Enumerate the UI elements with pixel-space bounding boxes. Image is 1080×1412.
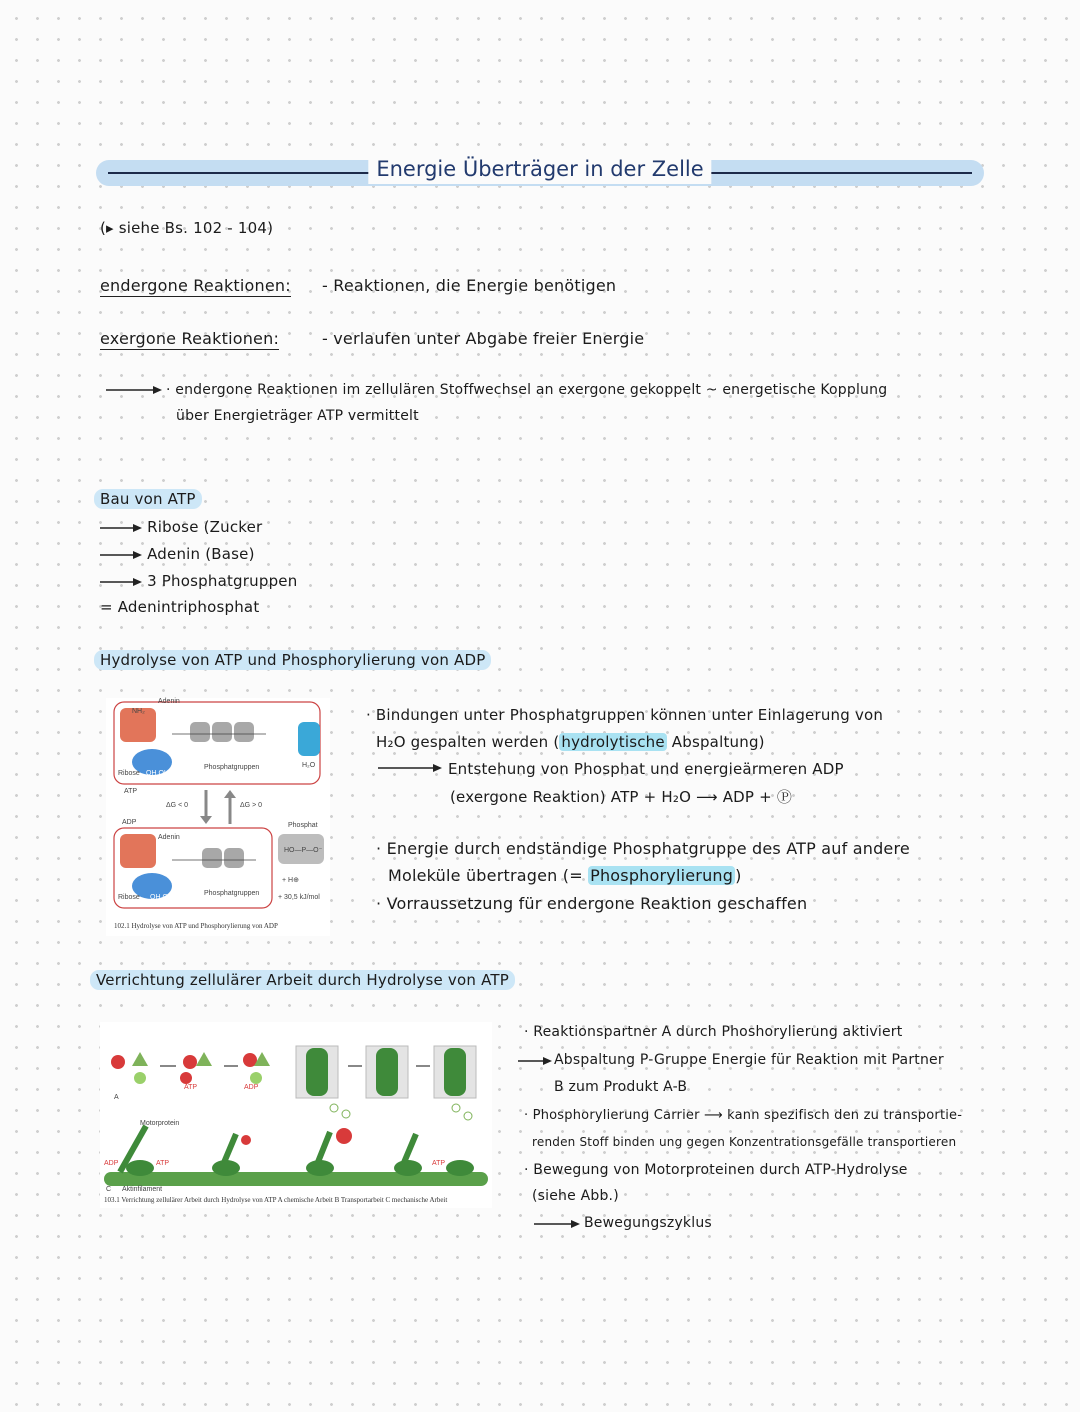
endergone-definition: - Reaktionen, die Energie benötigen (322, 276, 617, 295)
exergone-definition: - verlaufen unter Abgabe freier Energie (322, 329, 645, 348)
work-note-1: · Reaktionspartner A durch Phoshorylierung aktiviert (524, 1024, 903, 1040)
work-note-8: Bewegungszyklus (584, 1215, 712, 1231)
fig-phosphat-label: Phosphat (288, 822, 318, 829)
fig-ribose-label: Ribose (118, 770, 140, 777)
atp-part-adenin: Adenin (Base) (147, 545, 255, 563)
hydrolysis-note-2-line-2 (388, 866, 742, 885)
atp-structure-heading: Bau von ATP (94, 489, 202, 509)
arrow-icon (100, 550, 142, 560)
highlighted-term: hydrolytische (561, 733, 665, 751)
list-item (100, 571, 297, 598)
reference-note: (▸ siehe Bs. 102 - 104) (100, 219, 274, 237)
hydrolysis-figure-caption: 102.1 Hydrolyse von ATP und Phosphorylierung von ADP (114, 922, 278, 930)
coupling-line-1: · endergone Reaktionen im zellulären Stoffwechsel an exergone gekoppelt ~ energetische Kopplung (166, 382, 888, 398)
work-note-2: Abspaltung P-Gruppe Energie für Reaktion mit Partner (554, 1052, 944, 1068)
fig-h-plus-label: + H⊕ (282, 877, 299, 884)
fig-label-a: A (114, 1094, 119, 1101)
list-item (100, 517, 297, 544)
fig-ribose-label-2: Ribose (118, 894, 140, 901)
fig-ohoh-label: OH OH (146, 770, 169, 777)
fig-phosphatgruppen-label: Phosphatgruppen (204, 764, 260, 771)
hydrolysis-figure (106, 698, 330, 936)
work-note-5: renden Stoff binden ung gegen Konzentrationsgefälle transportieren (532, 1135, 957, 1149)
fig-adp-label-2: ADP (104, 1160, 119, 1167)
fig-adenin-label-2: Adenin (158, 834, 180, 841)
work-note-6: · Bewegung von Motorproteinen durch ATP-Hydrolyse (524, 1162, 908, 1178)
atp-structure-list (100, 517, 297, 616)
fig-atp-label-1: ATP (184, 1084, 198, 1091)
fig-dg-negative: ΔG < 0 (166, 802, 188, 809)
arrow-icon (100, 523, 142, 533)
arrow-icon (378, 763, 442, 773)
work-heading: Verrichtung zellulärer Arbeit durch Hydrolyse von ATP (90, 970, 515, 990)
arrow-icon (534, 1219, 580, 1229)
fig-adp-label: ADP (122, 819, 137, 826)
fig-phosphatgruppen-label-2: Phosphatgruppen (204, 890, 260, 897)
endergone-term: endergone Reaktionen: (100, 276, 291, 295)
arrow-icon (518, 1056, 552, 1066)
atp-part-phosphate: 3 Phosphatgruppen (147, 572, 298, 590)
fig-motorprotein-label: Motorprotein (140, 1120, 180, 1127)
highlighted-term: Phosphorylierung (590, 866, 734, 885)
page-title: Energie Überträger in der Zelle (368, 154, 711, 184)
fig-atp-label-2: ATP (156, 1160, 170, 1167)
arrow-icon (106, 385, 162, 395)
hydrolysis-note-2-line-1: · Energie durch endständige Phosphatgruppe des ATP auf andere (376, 839, 910, 858)
fig-nh2-label: NH₂ (132, 708, 145, 715)
fig-adp-label-1: ADP (244, 1084, 259, 1091)
exergone-term: exergone Reaktionen: (100, 329, 280, 348)
cell-work-diagram (100, 1022, 492, 1208)
fig-ohoh-label-2: OH OH (150, 894, 173, 901)
title-line-right (682, 172, 972, 174)
fig-ho-p-label: HO—P—O⁻ (284, 847, 323, 854)
coupling-line-2: über Energieträger ATP vermittelt (176, 408, 419, 424)
fig-adenin-label: Adenin (158, 698, 180, 705)
title-bar (96, 157, 984, 186)
fig-aktinfilament-label: Aktinfilament (122, 1186, 163, 1193)
work-note-3: B zum Produkt A-B (554, 1079, 688, 1095)
hydrolysis-note-1-line-3: Entstehung von Phosphat und energieärmeren ADP (448, 760, 844, 778)
note-text: Abspaltung) (666, 733, 765, 751)
note-text: ) (735, 866, 742, 885)
work-figure-caption: 103.1 Verrichtung zellulärer Arbeit durch Hydrolyse von ATP A chemische Arbeit B Transportarbeit C mechanische Arbeit (104, 1196, 448, 1204)
note-text: Moleküle übertragen (= (388, 866, 589, 885)
fig-label-c: C (106, 1186, 112, 1193)
work-note-7: (siehe Abb.) (532, 1188, 619, 1204)
note-text: H₂O gespalten werden ( (376, 733, 560, 751)
atp-full-name: = Adenintriphosphat (100, 598, 260, 616)
atp-part-ribose: Ribose (Zucker (147, 518, 263, 536)
arrow-icon (100, 577, 142, 587)
work-note-4: · Phosphorylierung Carrier ⟶ kann spezifisch den zu transportie- (524, 1108, 963, 1123)
hydrolysis-note-2-line-3: · Vorraussetzung für endergone Reaktion geschaffen (376, 894, 808, 913)
fig-dg-positive: ΔG > 0 (240, 802, 262, 809)
fig-atp-label: ATP (124, 788, 138, 795)
hydrolysis-note-1-line-4: (exergone Reaktion) ATP + H₂O ⟶ ADP + Ⓟ (450, 788, 793, 806)
hydrolysis-heading: Hydrolyse von ATP und Phosphorylierung von ADP (94, 650, 491, 670)
fig-h2o-label: H₂O (302, 762, 316, 769)
fig-energy-label: + 30,5 kJ/mol (278, 894, 320, 901)
hydrolysis-note-1-line-2 (376, 733, 765, 751)
hydrolysis-note-1-line-1: · Bindungen unter Phosphatgruppen können unter Einlagerung von (366, 706, 884, 724)
list-item (100, 544, 297, 571)
work-figure (100, 1022, 492, 1208)
fig-atp-label-3: ATP (432, 1160, 446, 1167)
